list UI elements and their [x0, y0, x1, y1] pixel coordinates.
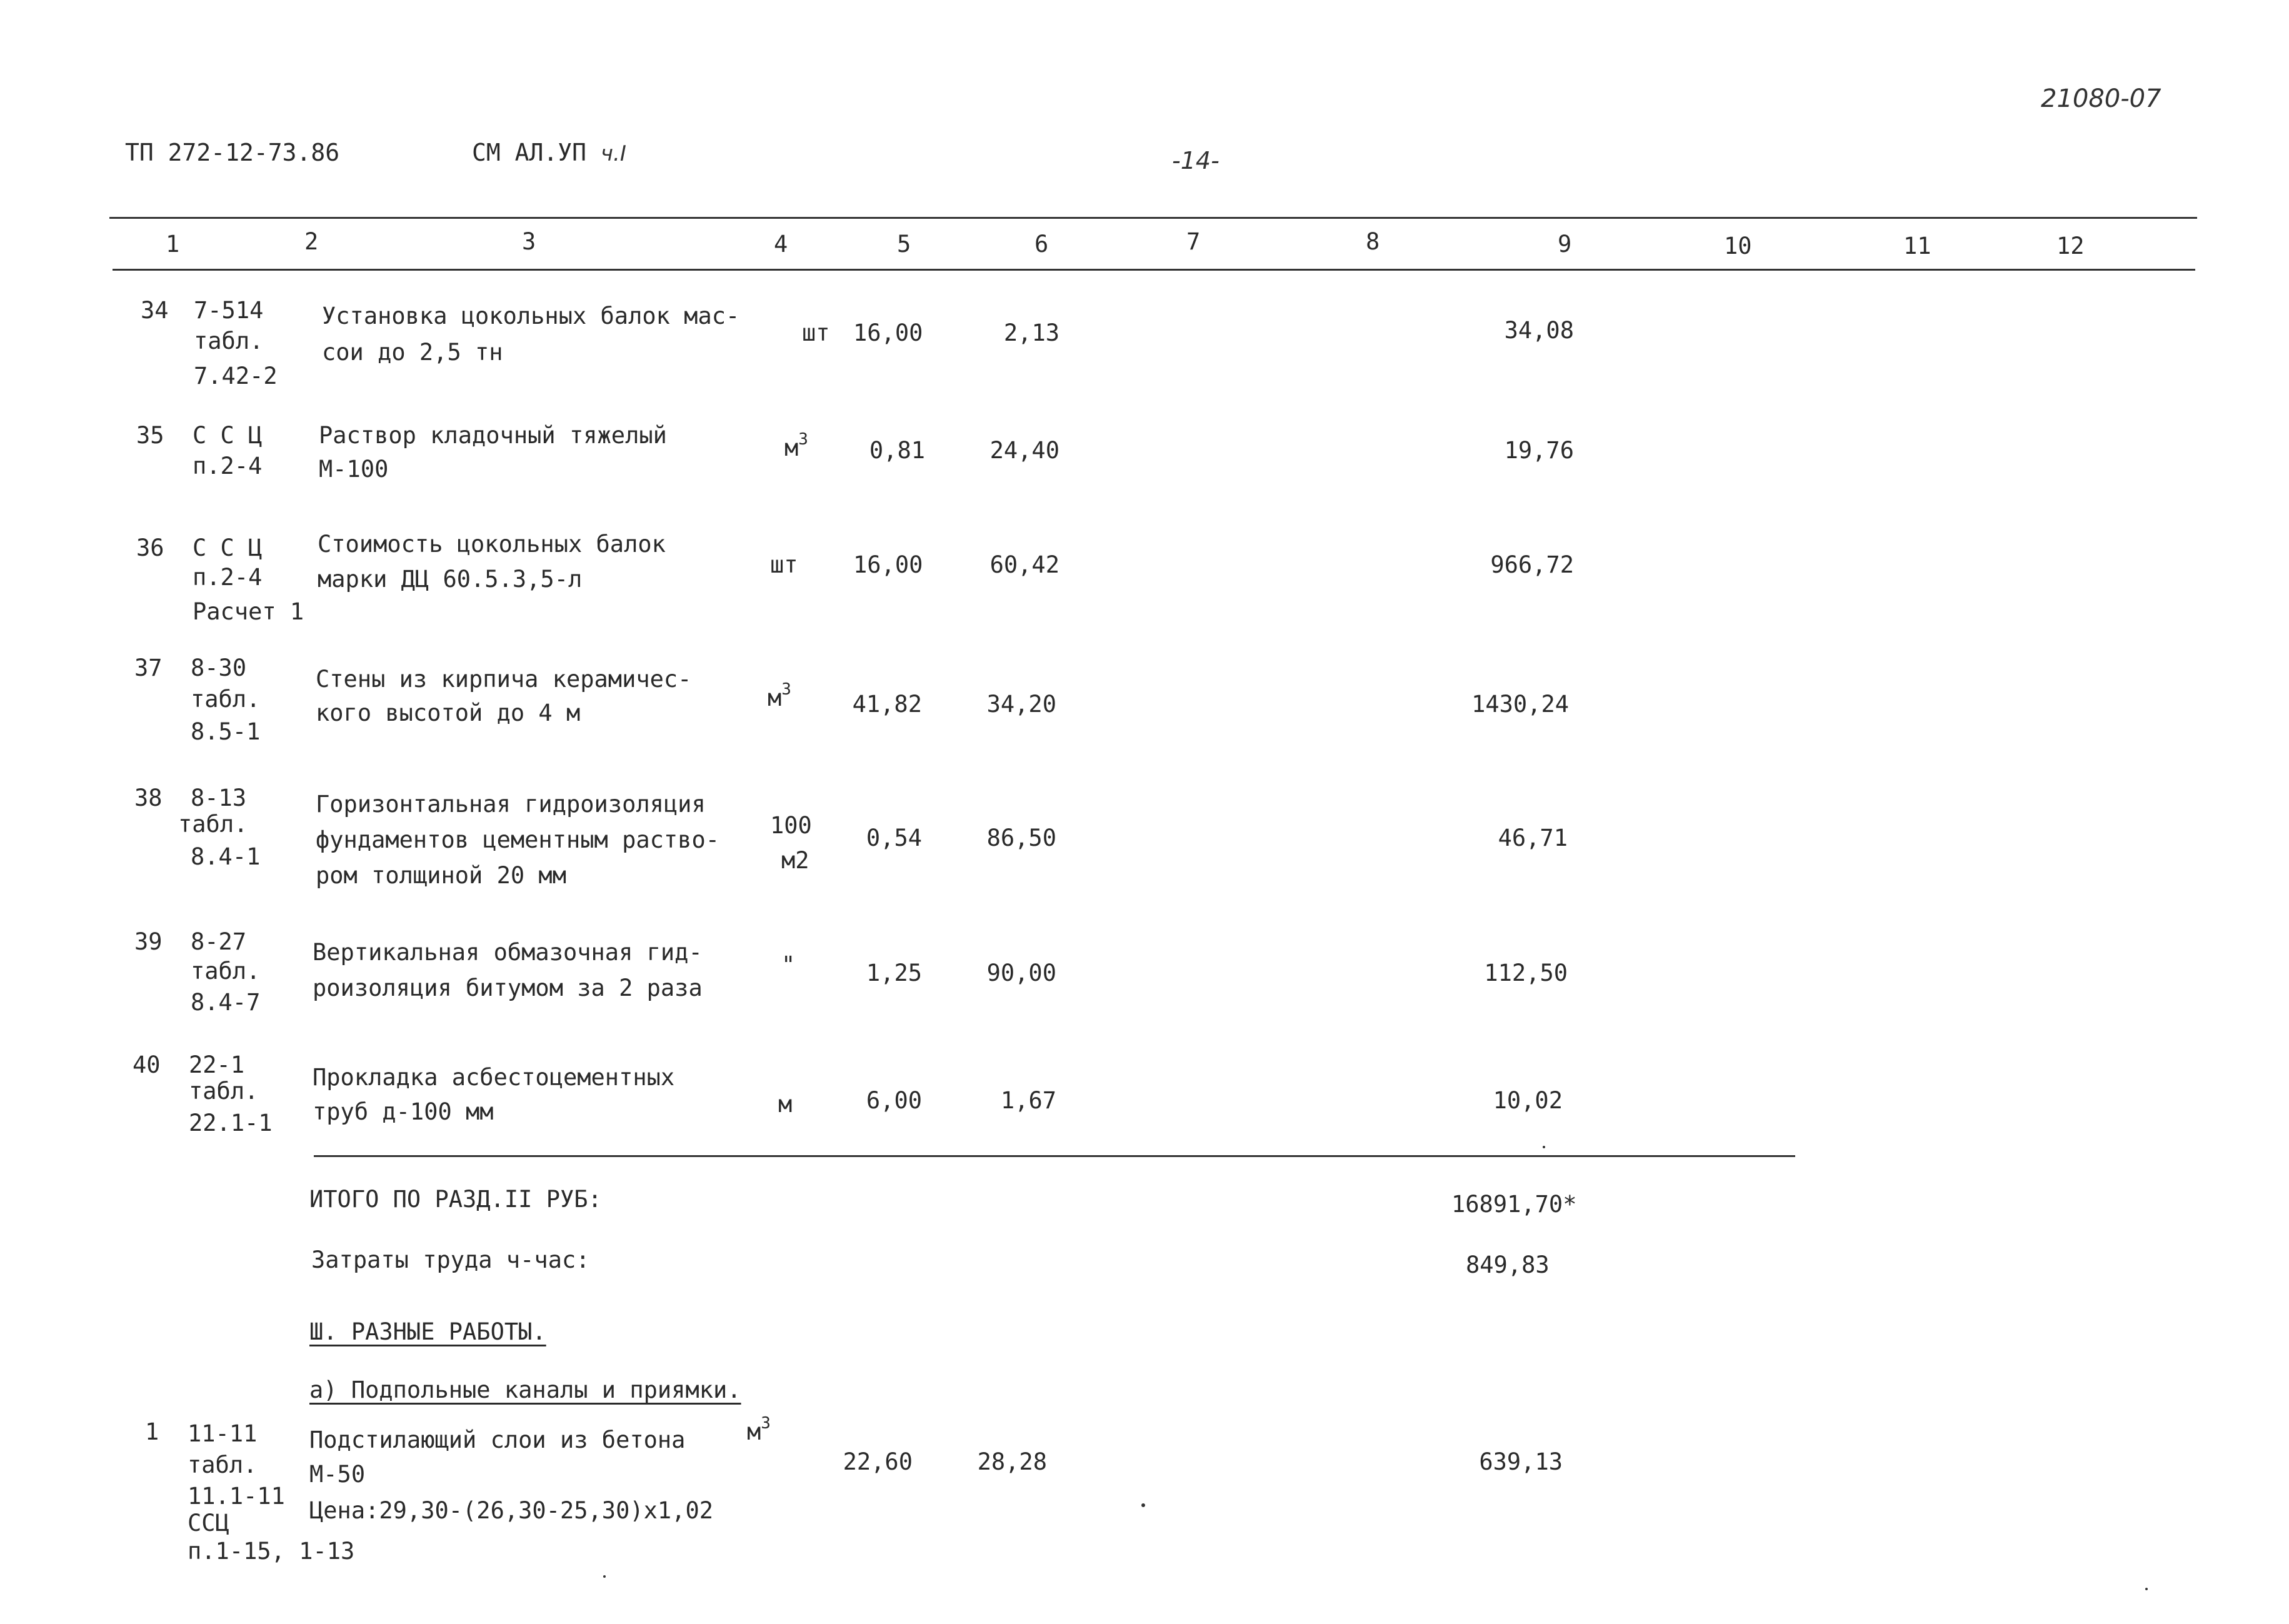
row-number: 39 [134, 928, 163, 955]
row-unit: " [781, 951, 796, 978]
row-unit: м [778, 1091, 793, 1118]
row-description-line: Стоимость цокольных балок [318, 531, 666, 558]
row-total: 10,02 [1493, 1087, 1563, 1114]
row-unit: м2 [781, 847, 809, 874]
row-code-line: 7-514 [194, 297, 264, 324]
row-code-line: С С Ц [193, 422, 263, 449]
row-quantity: 41,82 [852, 691, 922, 718]
row-quantity: 1,25 [866, 960, 922, 986]
row-unit: $м^3$ [784, 430, 808, 461]
row-code-line: п.2-4 [193, 564, 263, 591]
row-code-line: 8.4-1 [191, 843, 261, 870]
col-header-8: 8 [1366, 228, 1380, 255]
row-price: 28,28 [977, 1448, 1047, 1475]
labor-value: 849,83 [1466, 1251, 1550, 1278]
album-label: СМ АЛ.УП [472, 139, 587, 166]
speck [1141, 1503, 1145, 1507]
row-total: 34,08 [1504, 317, 1574, 344]
row-code-line: 11.1-11 [188, 1483, 285, 1510]
row-code-line: табл. [188, 1451, 258, 1478]
row-code-line: С С Ц [193, 534, 263, 561]
album-code [472, 141, 626, 164]
row-price: 2,13 [1003, 319, 1059, 346]
row-unit: $м^3$ [768, 680, 791, 711]
subtotal-separator-line [314, 1155, 1795, 1157]
col-header-6: 6 [1034, 231, 1049, 258]
col-header-5: 5 [897, 231, 911, 258]
row-price: 60,42 [989, 551, 1059, 578]
row-description-line: Подстилающий слои из бетона [309, 1426, 686, 1453]
row-code-line: табл. [191, 686, 261, 713]
row-code-line: 8.5-1 [191, 718, 261, 745]
col-header-12: 12 [2056, 233, 2085, 259]
row-code-line: 7.42-2 [194, 363, 278, 389]
col-header-10: 10 [1724, 233, 1752, 259]
row-price: 1,67 [1000, 1087, 1056, 1114]
row-total: 46,71 [1498, 825, 1568, 851]
row-code-line: 8-13 [191, 784, 247, 811]
row-price: 90,00 [986, 960, 1056, 986]
row-unit: $м^3$ [747, 1414, 771, 1445]
handwritten-code: 21080-07 [2041, 84, 2161, 113]
row-code-line: 11-11 [188, 1420, 258, 1447]
row-price: 86,50 [986, 825, 1056, 851]
row-code-line: п.2-4 [193, 453, 263, 479]
row-description-line: Установка цокольных балок мас- [322, 303, 740, 329]
row-unit: 100 [770, 812, 812, 839]
row-code-line: 8-27 [191, 928, 247, 955]
row-price: 34,20 [986, 691, 1056, 718]
row-number: 38 [134, 784, 163, 811]
row-description-line: Вертикальная обмазочная гид- [313, 939, 703, 966]
part-label: ч.I [600, 141, 626, 166]
col-header-3: 3 [522, 228, 536, 255]
row-description-line: труб д-100 мм [313, 1098, 494, 1125]
row-number: 36 [136, 534, 164, 561]
row-description-line: ром толщиной 20 мм [316, 862, 566, 889]
row-number: 40 [133, 1051, 161, 1078]
speck [2145, 1588, 2148, 1590]
row-quantity: 16,00 [853, 551, 923, 578]
col-header-7: 7 [1186, 228, 1201, 255]
row-code-line: ССЦ [188, 1510, 229, 1536]
row-description-line: фундаментов цементным раство- [316, 826, 720, 853]
row-code-line: 22.1-1 [189, 1110, 273, 1136]
doc-id: ТП 272-12-73.86 [125, 139, 340, 166]
total-label: ИТОГО ПО РАЗД.II РУБ: [309, 1186, 602, 1213]
row-number: 1 [145, 1418, 159, 1445]
row-code-line: табл. [191, 958, 261, 985]
row-number: 37 [134, 654, 163, 681]
row-number: 35 [136, 422, 164, 449]
table-top-line [109, 217, 2197, 219]
row-total: 639,13 [1479, 1448, 1563, 1475]
col-header-11: 11 [1903, 233, 1931, 259]
row-code-line: табл. [178, 811, 248, 838]
col-header-2: 2 [304, 228, 319, 255]
row-description-line: марки ДЦ 60.5.3,5-л [318, 566, 583, 593]
row-code-line: 22-1 [189, 1051, 245, 1078]
subsection-heading: а) Подпольные каналы и приямки. [309, 1376, 741, 1403]
row-total: 112,50 [1484, 960, 1568, 986]
row-quantity: 6,00 [866, 1087, 922, 1114]
row-description-line: роизоляция битумом за 2 раза [313, 975, 703, 1001]
row-description-line: Раствор кладочный тяжелый [319, 422, 667, 449]
row-total: 19,76 [1504, 437, 1574, 464]
page-number: -14- [1172, 147, 1220, 174]
row-code-line: Расчет 1 [193, 598, 304, 625]
row-description-line: Прокладка асбестоцементных [313, 1064, 675, 1091]
row-code-line: табл. [189, 1078, 259, 1105]
col-header-4: 4 [774, 231, 788, 258]
row-code-line: 8-30 [191, 654, 247, 681]
row-code-line: 8.4-7 [191, 989, 261, 1016]
row-unit: шт [770, 551, 798, 578]
row-description-line: сои до 2,5 тн [322, 339, 503, 366]
row-total: 1430,24 [1471, 691, 1569, 718]
row-code-line: п.1-15, 1-13 [188, 1538, 355, 1565]
row-code-line: табл. [194, 328, 264, 354]
row-description-line: Стены из кирпича керамичес- [316, 666, 692, 693]
labor-label: Затраты труда ч-час: [311, 1246, 590, 1273]
row-description-line: М-50 [309, 1461, 366, 1488]
total-value: 16891,70* [1451, 1191, 1577, 1218]
row-quantity: 0,81 [869, 437, 925, 464]
row-quantity: 16,00 [853, 319, 923, 346]
section-heading: Ш. РАЗНЫЕ РАБОТЫ. [309, 1318, 546, 1345]
speck [1543, 1146, 1545, 1148]
table-header-bottom-line [113, 269, 2195, 271]
row-price: 24,40 [989, 437, 1059, 464]
row-description-line: кого высотой до 4 м [316, 699, 581, 726]
row-description-line: Горизонтальная гидроизоляция [316, 791, 706, 818]
row-unit: шт [802, 319, 830, 346]
row-number: 34 [141, 297, 169, 324]
col-header-1: 1 [166, 231, 180, 258]
row-quantity: 22,60 [843, 1448, 913, 1475]
row-description-line: М-100 [319, 456, 389, 483]
row-total: 966,72 [1490, 551, 1574, 578]
row-quantity: 0,54 [866, 825, 922, 851]
col-header-9: 9 [1558, 231, 1572, 258]
row-description-line: Цена:29,30-(26,30-25,30)х1,02 [309, 1497, 714, 1524]
speck [603, 1575, 606, 1578]
